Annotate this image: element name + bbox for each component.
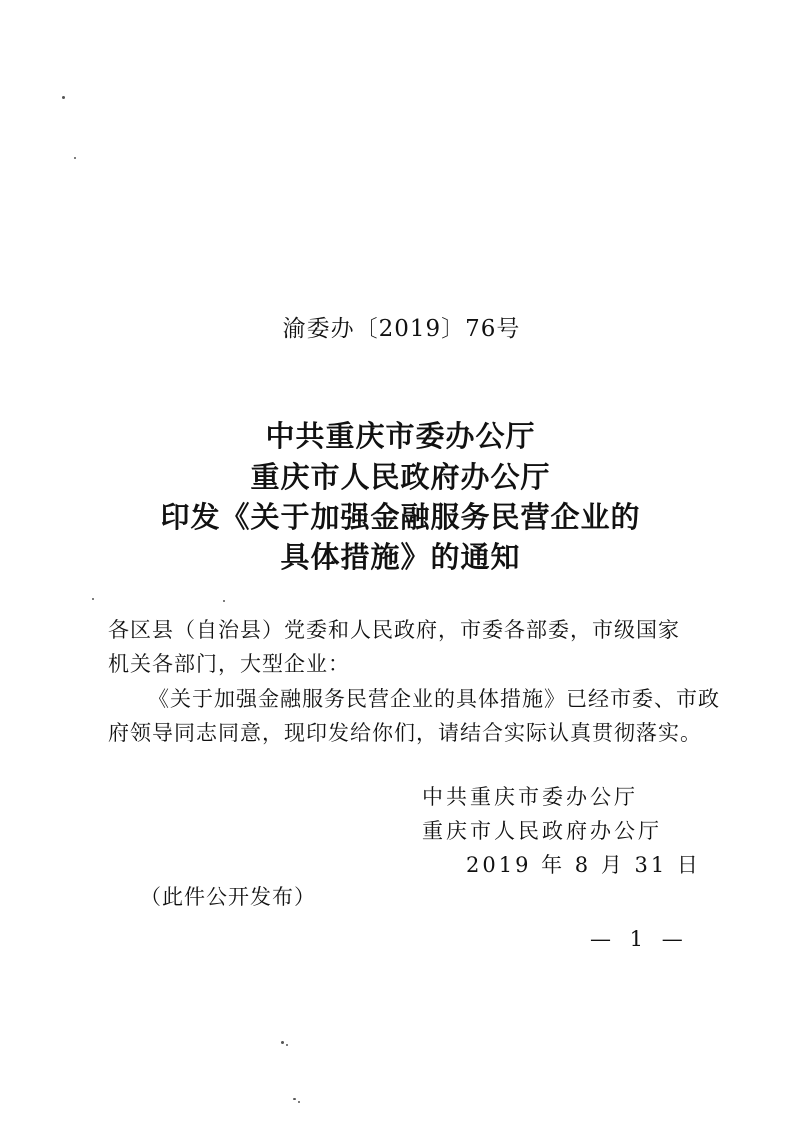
title-line-1: 中共重庆市委办公厅	[265, 419, 536, 453]
body-line-3: 《关于加强金融服务民营企业的具体措施》已经市委、市政	[148, 687, 720, 711]
scan-speck	[281, 1041, 284, 1044]
signature-date: 2019 年 8 月 31 日	[466, 853, 701, 877]
publication-note: （此件公开发布）	[140, 885, 316, 909]
body-line-4: 府领导同志同意，现印发给你们，请结合实际认真贯彻落实。	[108, 721, 702, 745]
scan-speck	[298, 1101, 300, 1103]
body-line-1: 各区县（自治县）党委和人民政府，市委各部委，市级国家	[108, 618, 680, 642]
body-line-2: 机关各部门，大型企业：	[108, 652, 350, 676]
scan-speck	[293, 1098, 296, 1100]
signature-org-1: 中共重庆市委办公厅	[422, 785, 638, 809]
title-line-2: 重庆市人民政府办公厅	[250, 460, 551, 494]
scan-speck	[74, 157, 76, 159]
page-number: — 1 —	[590, 927, 689, 951]
signature-org-2: 重庆市人民政府办公厅	[422, 819, 662, 843]
scan-speck	[286, 1044, 288, 1046]
scan-speck	[223, 600, 225, 602]
title-line-4: 具体措施》的通知	[280, 540, 521, 574]
title-line-3: 印发《关于加强金融服务民营企业的	[160, 500, 641, 534]
scan-speck	[62, 96, 65, 99]
scan-speck	[92, 598, 94, 600]
document-number: 渝委办〔2019〕76号	[282, 316, 521, 342]
